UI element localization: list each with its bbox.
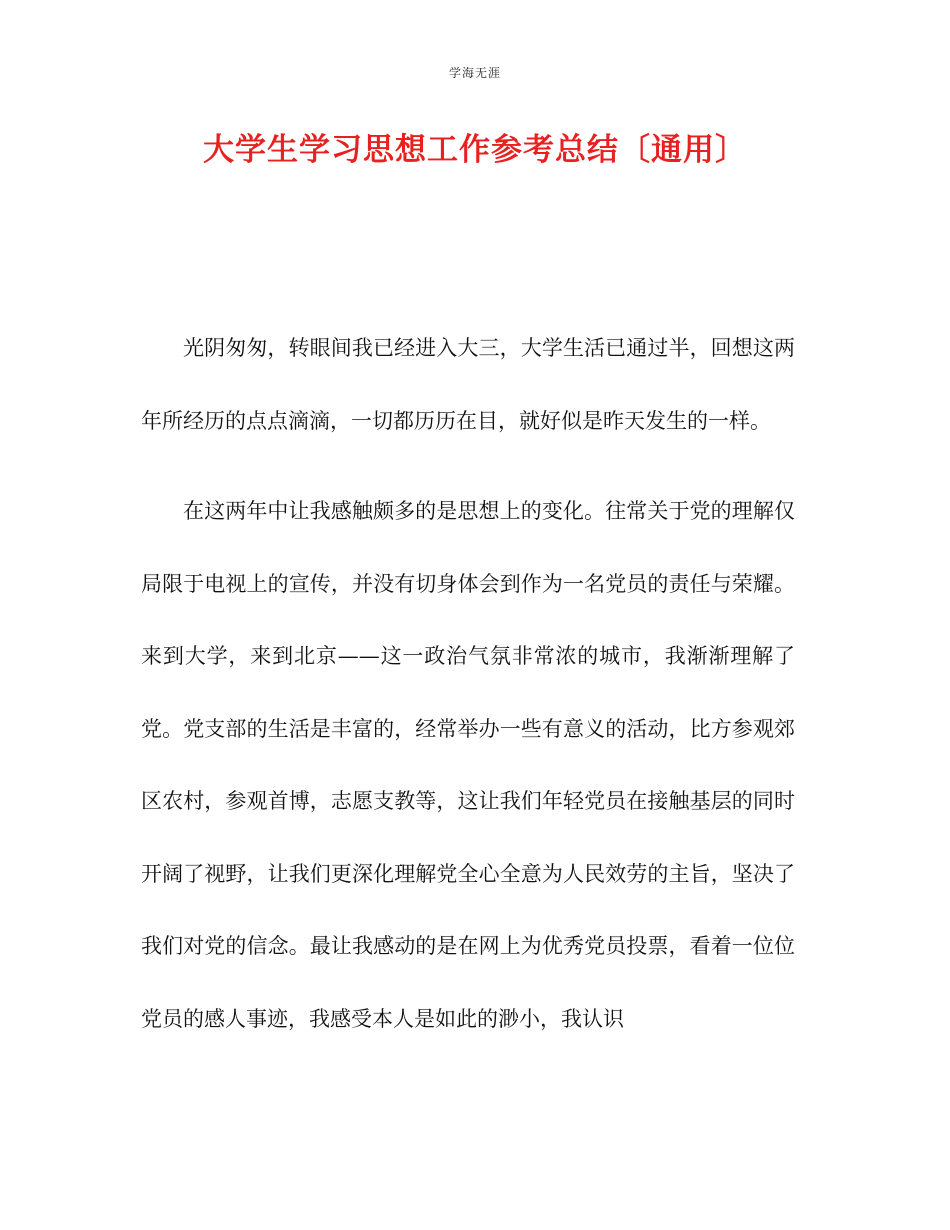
document-title: 大学生学习思想工作参考总结〔通用〕 bbox=[203, 132, 747, 168]
paragraph-1: 光阴匆匆，转眼间我已经进入大三，大学生活已通过半，回想这两年所经历的点点滴滴，一切都历历在目，就好似是昨天发生的一样。 bbox=[141, 336, 795, 433]
page-header: 学海无涯 bbox=[448, 66, 501, 80]
document-body bbox=[141, 312, 795, 1073]
paragraph-2: 在这两年中让我感触颇多的是思想上的变化。往常关于党的理解仅局限于电视上的宣传，并没有切身体会到作为一名党员的责任与荣耀。来到大学，来到北京——这一政治气氛非常浓的城市，我渐渐理解了党。党支部的生活是丰富的，经常举办一些有意义的活动，比方参观郊区农村，参观首博，志愿支教等，这让我们年轻党员在接触基层的同时开阔了视野，让我们更深化理解党全心全意为人民效劳的主旨，坚决了我们对党的信念。最让我感动的是在网上为优秀党员投票，看着一位位党员的感人事迹，我感受本人是如此的渺小，我认识 bbox=[141, 499, 795, 1031]
